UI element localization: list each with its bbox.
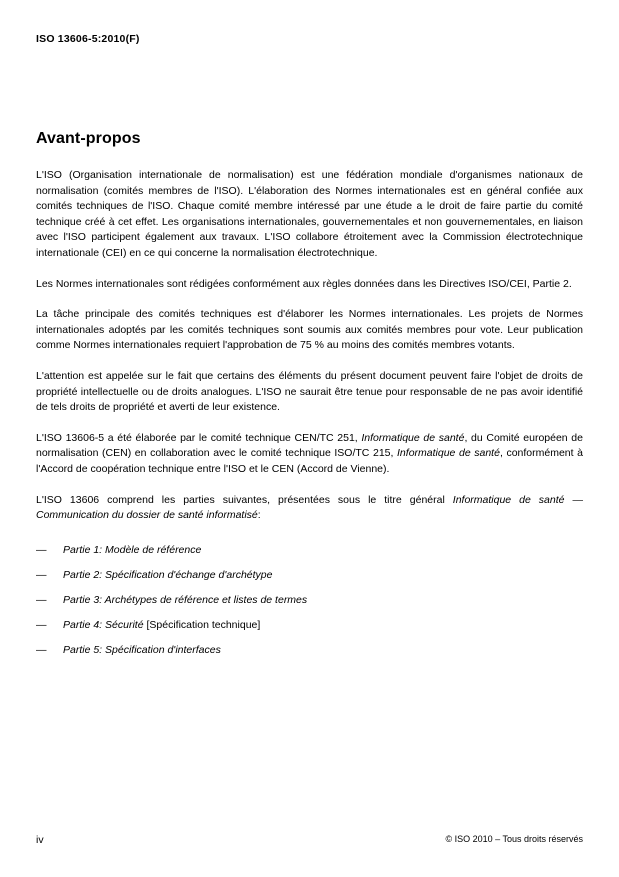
series-text-part-2: : [257,509,261,522]
part-label: Partie 2: Spécification d'échange d'archétype [63,568,273,581]
part-suffix: [Spécification technique] [143,618,261,631]
committee-text-part-1: L'ISO 13606-5 a été élaborée par le comité technique CEN/TC 251, [36,431,362,444]
em-dash-bullet-icon: — [36,568,47,581]
list-item [36,568,583,584]
running-head: ISO 13606-5:2010(F) [36,33,140,45]
copyright-notice: © ISO 2010 – Tous droits réservés [445,834,583,844]
part-label: Partie 3: Archétypes de référence et listes de termes [63,593,308,606]
page-footer [36,834,583,848]
list-item [36,543,583,559]
series-intro-paragraph [36,493,583,524]
parts-list [36,543,583,659]
page-number: iv [36,834,44,846]
em-dash-bullet-icon: — [36,543,47,556]
list-item [36,593,583,609]
em-dash-bullet-icon: — [36,644,47,657]
series-text-part-1: L'ISO 13606 comprend les parties suivantes, présentées sous le titre général [36,493,453,506]
foreword-paragraph-1: L'ISO (Organisation internationale de normalisation) est une fédération mondiale d'organismes nationaux de normalisation (comités membres de l'ISO). L'élaboration des Normes internationales est en général confiée aux comités techniques de l'ISO. Chaque comité membre intéressé par une étude a le droit de faire partie du comité technique créé à cet effet. Les organisations internationales, gouvernementales et non gouvernementales, en liaison avec l'ISO participent également aux travaux. L'ISO collabore étroitement avec la Commission électrotechnique internationale (CEI) en ce qui concerne la normalisation électrotechnique. [36,169,583,259]
part-label: Partie 4: Sécurité [63,618,144,631]
committee-italic-title-2: Informatique de santé [397,447,500,460]
em-dash-bullet-icon: — [36,593,47,606]
series-italic-title: Informatique de santé — Communication du dossier de santé informatisé [36,493,583,522]
part-label: Partie 5: Spécification d'interfaces [63,644,221,657]
foreword-paragraph-3: La tâche principale des comités techniques est d'élaborer les Normes internationales. Les projets de Normes internationales adoptés par les comités techniques sont soumis aux comités membres pour vote. Leur publication comme Normes internationales requiert l'approbation de 75 % au moins des comités membres votants. [36,308,583,352]
list-item [36,618,583,634]
committee-paragraph [36,431,583,478]
committee-text-part-3: , conformément à l'Accord de coopération technique entre l'ISO et le CEN (Accord de Vienne). [36,447,583,475]
section-title: Avant-propos [36,130,141,147]
foreword-paragraph-2: Les Normes internationales sont rédigées conformément aux règles données dans les Directives ISO/CEI, Partie 2. [36,277,572,290]
list-item [36,643,583,659]
em-dash-bullet-icon: — [36,618,47,631]
page-content [36,130,583,668]
committee-text-part-2: , du Comité européen de normalisation (CEN) en collaboration avec le comité technique ISO/TC 215, [36,431,583,460]
part-label: Partie 1: Modèle de référence [63,543,202,556]
committee-italic-title-1: Informatique de santé [361,431,465,444]
foreword-paragraph-4: L'attention est appelée sur le fait que certains des éléments du présent document peuvent faire l'objet de droits de propriété intellectuelle ou de droits analogues. L'ISO ne saurait être tenue pour responsable de ne pas avoir identifié de tels droits de propriété et averti de leur existence. [36,369,583,414]
